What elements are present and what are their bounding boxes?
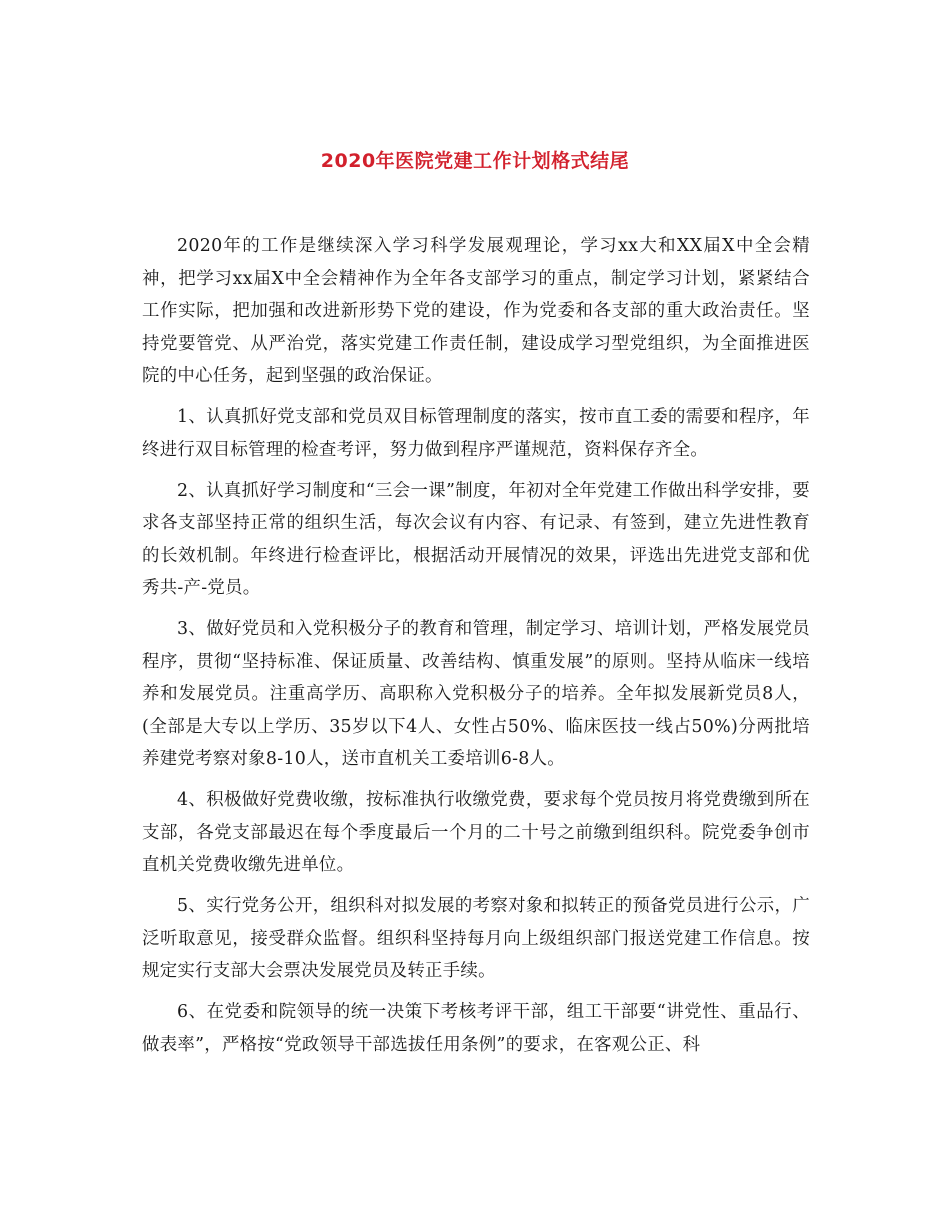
paragraph-item-3: 3、做好党员和入党积极分子的教育和管理，制定学习、培训计划，严格发展党员程序，贯彻“坚持标准、保证质量、改善结构、慎重发展”的原则。坚持从临床一线培养和发展党员。注重高学历、高职称入党积极分子的培养。全年拟发展新党员8人，(全部是大专以上学历、35岁以下4人、女性占50%、临床医技一线占50%)分两批培养建党考察对象8-10人，送市直机关工委培训6-8人。 <box>142 619 810 769</box>
document-title: 2020年医院党建工作计划格式结尾 <box>320 150 630 172</box>
paragraph-intro: 2020年的工作是继续深入学习科学发展观理论，学习xx大和XX届X中全会精神，把学习xx届X中全会精神作为全年各支部学习的重点，制定学习计划，紧紧结合工作实际，把加强和改进新形势下党的建设，作为党委和各支部的重大政治责任。坚持党要管党、从严治党，落实党建工作责任制，建设成学习型党组织，为全面推进医院的中心任务，起到坚强的政治保证。 <box>142 236 810 386</box>
paragraph-item-6: 6、在党委和院领导的统一决策下考核考评干部，组工干部要“讲党性、重品行、做表率”，严格按“党政领导干部选拔任用条例”的要求，在客观公正、科 <box>142 1002 810 1055</box>
paragraph-item-5: 5、实行党务公开，组织科对拟发展的考察对象和拟转正的预备党员进行公示，广泛听取意见，接受群众监督。组织科坚持每月向上级组织部门报送党建工作信息。按规定实行支部大会票决发展党员及转正手续。 <box>142 896 810 981</box>
document-body <box>142 230 810 1070</box>
paragraph-item-4: 4、积极做好党费收缴，按标准执行收缴党费，要求每个党员按月将党费缴到所在支部，各党支部最迟在每个季度最后一个月的二十号之前缴到组织科。院党委争创市直机关党费收缴先进单位。 <box>142 790 810 875</box>
paragraph-item-1: 1、认真抓好党支部和党员双目标管理制度的落实，按市直工委的需要和程序，年终进行双目标管理的检查考评，努力做到程序严谨规范，资料保存齐全。 <box>142 407 810 460</box>
paragraph-item-2: 2、认真抓好学习制度和“三会一课”制度，年初对全年党建工作做出科学安排，要求各支部坚持正常的组织生活，每次会议有内容、有记录、有签到，建立先进性教育的长效机制。年终进行检查评比，根据活动开展情况的效果，评选出先进党支部和优秀共-产-党员。 <box>142 480 810 598</box>
